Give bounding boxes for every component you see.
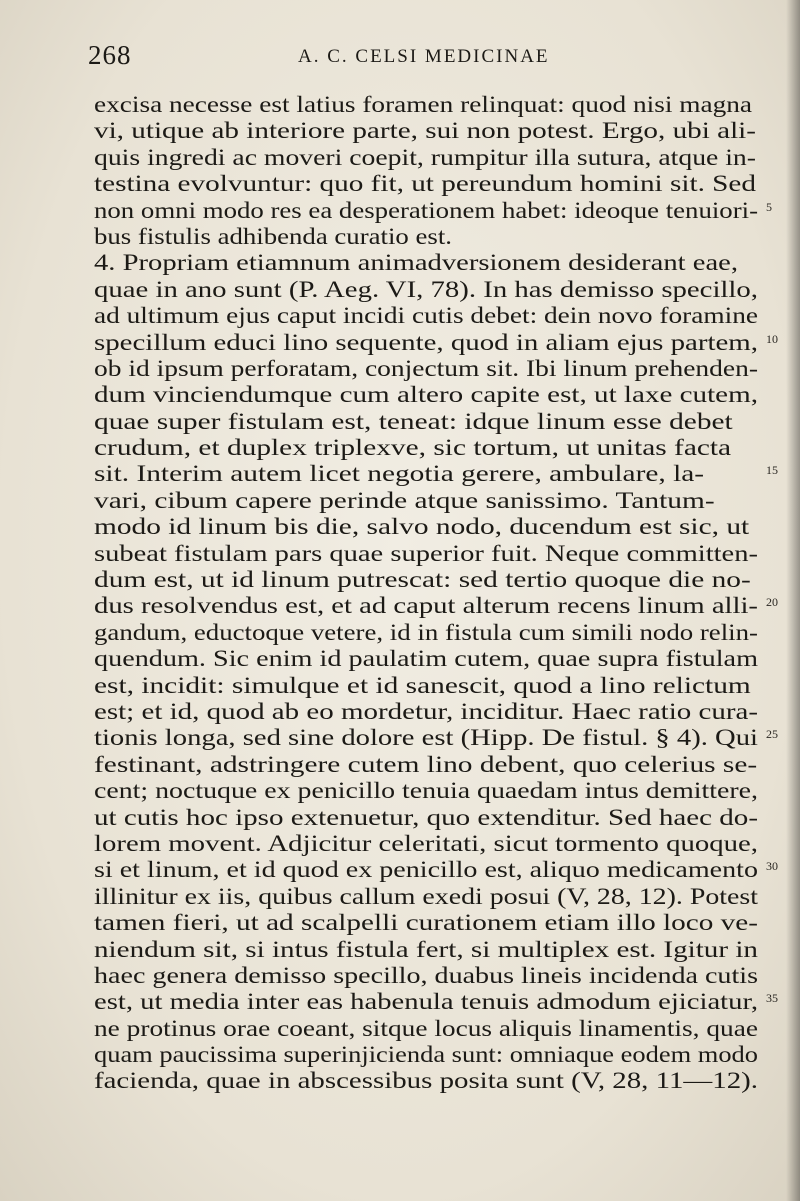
text-line bbox=[94, 884, 766, 910]
text-line bbox=[94, 593, 778, 620]
line-text: specillum educi lino sequente, quod in aliam ejus partem, bbox=[94, 329, 758, 356]
line-text: 4. Propriam etiamnum animadversionem desiderant eae, bbox=[94, 250, 738, 277]
text-line bbox=[94, 303, 766, 329]
text-line bbox=[94, 831, 766, 857]
text-line bbox=[94, 329, 778, 356]
text-line bbox=[94, 435, 766, 461]
text-line bbox=[94, 224, 766, 250]
text-line bbox=[94, 1068, 766, 1094]
margin-line-number: 30 bbox=[766, 859, 778, 874]
line-text: niendum sit, si intus fistula fert, si multiplex est. Igitur in bbox=[94, 936, 758, 963]
text-line bbox=[94, 752, 766, 778]
line-text: quae super fistulam est, teneat: idque linum esse debet bbox=[94, 408, 733, 435]
line-text: lorem movent. Adjicitur celeritati, sicut tormento quoque, bbox=[94, 830, 758, 857]
line-text: testina evolvuntur: quo fit, ut pereundum homini sit. Sed bbox=[94, 171, 756, 198]
text-line bbox=[94, 277, 766, 303]
line-text: ob id ipsum perforatam, conjectum sit. Ibi linum prehenden- bbox=[94, 355, 758, 382]
line-text: quae in ano sunt (P. Aeg. VI, 78). In has demisso specillo, bbox=[94, 276, 758, 303]
text-line bbox=[94, 409, 766, 435]
line-text: est, incidit: simulque et id sanescit, quod a lino relictum bbox=[94, 672, 751, 699]
margin-line-number: 20 bbox=[766, 595, 778, 610]
page-edge-shadow bbox=[786, 0, 800, 1201]
text-line bbox=[94, 567, 766, 593]
text-line bbox=[94, 699, 766, 725]
margin-line-number: 35 bbox=[766, 991, 778, 1006]
line-text: excisa necesse est latius foramen relinquat: quod nisi magna bbox=[94, 92, 752, 118]
text-line bbox=[94, 673, 766, 699]
margin-line-number: 15 bbox=[766, 463, 778, 478]
line-text: modo id linum bis die, salvo nodo, ducendum est sic, ut bbox=[94, 514, 750, 541]
text-line bbox=[94, 805, 766, 831]
text-line bbox=[94, 646, 766, 672]
line-text: dum est, ut id linum putrescat: sed tertio quoque die no- bbox=[94, 567, 751, 594]
text-line bbox=[94, 118, 766, 144]
margin-line-number: 25 bbox=[766, 727, 778, 742]
text-line bbox=[94, 1016, 766, 1042]
running-title: A. C. CELSI MEDICINAE bbox=[298, 46, 550, 67]
text-line bbox=[94, 382, 766, 408]
line-text: festinant, adstringere cutem lino debent, quo celerius se- bbox=[94, 751, 758, 778]
text-line bbox=[94, 356, 766, 382]
margin-line-number: 10 bbox=[766, 331, 778, 346]
page-number: 268 bbox=[88, 40, 132, 70]
line-text: haec genera demisso specillo, duabus lineis incidenda cutis bbox=[94, 962, 758, 989]
line-text: dus resolvendus est, et ad caput alterum recens linum alli- bbox=[94, 593, 758, 620]
line-text: non omni modo res ea desperationem habet: ideoque tenuiori- bbox=[94, 197, 758, 224]
line-text: gandum, eductoque vetere, id in fistula cum simili nodo relin- bbox=[94, 619, 758, 646]
text-line bbox=[94, 1042, 766, 1068]
line-text: vi, utique ab interiore parte, sui non potest. Ergo, ubi ali- bbox=[94, 118, 756, 145]
text-line bbox=[94, 857, 778, 884]
line-text: vari, cibum capere perinde atque sanissimo. Tantum- bbox=[94, 487, 715, 514]
text-line bbox=[94, 937, 766, 963]
text-line bbox=[94, 171, 766, 197]
line-text: crudum, et duplex triplexve, sic tortum, ut unitas facta bbox=[94, 435, 732, 462]
line-text: est; et id, quod ab eo mordetur, inciditur. Haec ratio cura- bbox=[94, 698, 758, 725]
line-text: quis ingredi ac moveri coepit, rumpitur illa sutura, atque in- bbox=[94, 144, 756, 171]
line-text: tamen fieri, ut ad scalpelli curationem etiam illo loco ve- bbox=[94, 910, 758, 937]
text-line bbox=[94, 620, 766, 646]
line-text: facienda, quae in abscessibus posita sunt (V, 28, 11—12). bbox=[94, 1068, 758, 1095]
text-line bbox=[94, 963, 766, 989]
text-line bbox=[94, 910, 766, 936]
text-line bbox=[94, 989, 778, 1016]
line-text: cent; noctuque ex penicillo tenuia quaedam intus demittere, bbox=[94, 778, 758, 805]
text-line bbox=[94, 488, 766, 514]
line-text: subeat fistulam pars quae superior fuit. Neque committen- bbox=[94, 540, 758, 567]
text-line bbox=[94, 541, 766, 567]
line-text: si et linum, et id quod ex penicillo est, aliquo medicamento bbox=[94, 857, 758, 884]
page-header bbox=[88, 40, 688, 74]
text-line bbox=[94, 250, 766, 276]
body-text bbox=[94, 92, 778, 1095]
line-text: ad ultimum ejus caput incidi cutis debet: dein novo foramine bbox=[94, 303, 758, 330]
line-text: sit. Interim autem licet negotia gerere, ambulare, la- bbox=[94, 461, 705, 488]
line-text: tionis longa, sed sine dolore est (Hipp. De fistul. § 4). Qui bbox=[94, 725, 758, 752]
line-text: quendum. Sic enim id paulatim cutem, quae supra fistulam bbox=[94, 646, 758, 673]
line-text: quam paucissima superinjicienda sunt: omniaque eodem modo bbox=[94, 1042, 759, 1069]
text-line bbox=[94, 92, 766, 118]
text-line bbox=[94, 145, 766, 171]
text-line bbox=[94, 197, 772, 224]
line-text: ut cutis hoc ipso extenuetur, quo extenditur. Sed haec do- bbox=[94, 804, 758, 831]
line-text: est, ut media inter eas habenula tenuis admodum ejiciatur, bbox=[94, 989, 758, 1016]
line-text: bus fistulis adhibenda curatio est. bbox=[94, 223, 452, 250]
line-text: illinitur ex iis, quibus callum exedi posui (V, 28, 12). Potest bbox=[94, 883, 758, 910]
text-line bbox=[94, 778, 766, 804]
margin-line-number: 5 bbox=[766, 199, 772, 214]
line-text: dum vinciendumque cum altero capite est, ut laxe cutem, bbox=[94, 382, 758, 409]
text-line bbox=[94, 725, 778, 752]
text-line bbox=[94, 514, 766, 540]
line-text: ne protinus orae coeant, sitque locus aliquis linamentis, quae bbox=[94, 1015, 758, 1042]
text-line bbox=[94, 461, 778, 488]
